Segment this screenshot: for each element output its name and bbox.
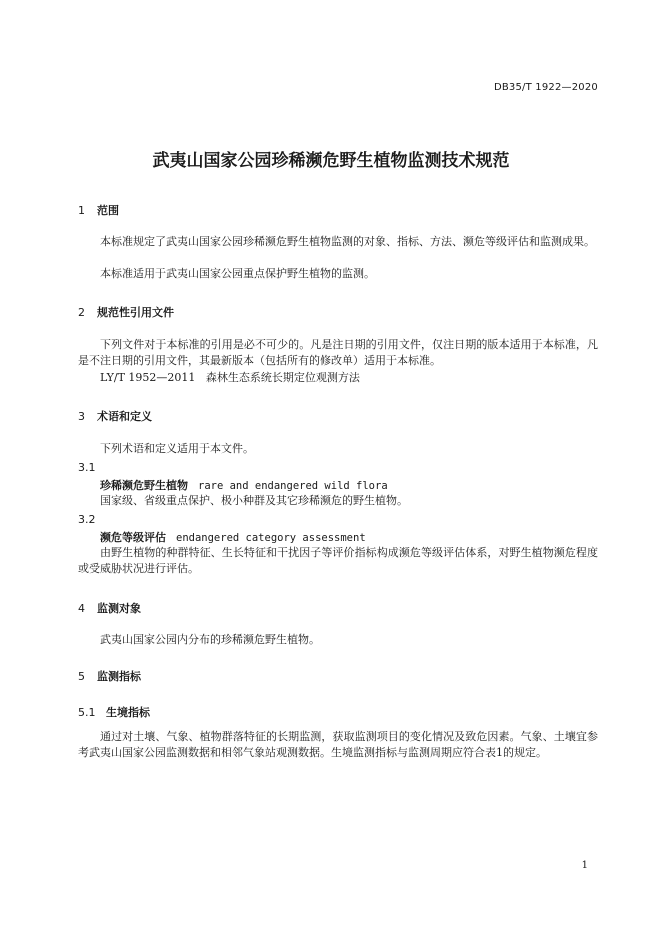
section-4-title: 监测对象 (97, 602, 141, 615)
term-3-1-en: rare and endangered wild flora (198, 480, 388, 492)
subsection-5-1-title: 生境指标 (106, 706, 150, 719)
section-2-number: 2 (78, 306, 85, 319)
reference-title: 森林生态系统长期定位观测方法 (205, 371, 360, 384)
term-3-2-number: 3.2 (78, 513, 96, 526)
section-3-heading (78, 408, 152, 424)
term-3-2-definition: 由野生植物的种群特征、生长特征和干扰因子等评价指标构成濒危等级评估体系，对野生植物濒危程度或受威胁状况进行评估。 (78, 546, 598, 575)
term-3-1 (100, 477, 388, 493)
term-3-2-zh: 濒危等级评估 (100, 531, 166, 544)
document-code: DB35/T 1922—2020 (493, 82, 598, 93)
term-3-2-en: endangered category assessment (176, 532, 366, 544)
section-1-paragraph-1: 本标准规定了武夷山国家公园珍稀濒危野生植物监测的对象、指标、方法、濒危等级评估和监测成果。 (100, 235, 595, 248)
term-3-1-definition: 国家级、省级重点保护、极小种群及其它珍稀濒危的野生植物。 (100, 494, 408, 507)
term-3-2 (100, 529, 366, 545)
subsection-5-1-paragraph-1: 通过对土壤、气象、植物群落特征的长期监测，获取监测项目的变化情况及致危因素。气象、土壤宜参考武夷山国家公园监测数据和相邻气象站观测数据。生境监测指标与监测周期应符合表1的规定。 (78, 730, 598, 759)
section-1-paragraph-2: 本标准适用于武夷山国家公园重点保护野生植物的监测。 (100, 267, 375, 280)
section-1-heading (78, 202, 119, 218)
section-2-paragraph-1: 下列文件对于本标准的引用是必不可少的。凡是注日期的引用文件，仅注日期的版本适用于本标准，凡是不注日期的引用文件，其最新版本（包括所有的修改单）适用于本标准。 (78, 338, 598, 367)
subsection-5-1-number: 5.1 (78, 706, 96, 719)
term-3-1-zh: 珍稀濒危野生植物 (100, 479, 188, 492)
section-5-title: 监测指标 (97, 670, 141, 683)
section-2-heading (78, 304, 174, 320)
subsection-5-1-heading (78, 704, 150, 720)
section-3-title: 术语和定义 (97, 410, 152, 423)
section-4-paragraph-1: 武夷山国家公园内分布的珍稀濒危野生植物。 (100, 633, 320, 646)
section-1-title: 范围 (97, 204, 119, 217)
section-4-heading (78, 600, 141, 616)
normative-reference (100, 370, 360, 386)
section-3-intro: 下列术语和定义适用于本文件。 (100, 442, 254, 455)
section-2-title: 规范性引用文件 (97, 306, 174, 319)
section-5-heading (78, 668, 141, 684)
section-3-number: 3 (78, 410, 85, 423)
reference-code: LY/T 1952—2011 (100, 371, 196, 384)
section-4-number: 4 (78, 602, 85, 615)
page-title: 武夷山国家公园珍稀濒危野生植物监测技术规范 (152, 151, 510, 171)
section-1-number: 1 (78, 204, 85, 217)
section-5-number: 5 (78, 670, 85, 683)
page-number: 1 (581, 860, 588, 871)
term-3-1-number: 3.1 (78, 461, 96, 474)
